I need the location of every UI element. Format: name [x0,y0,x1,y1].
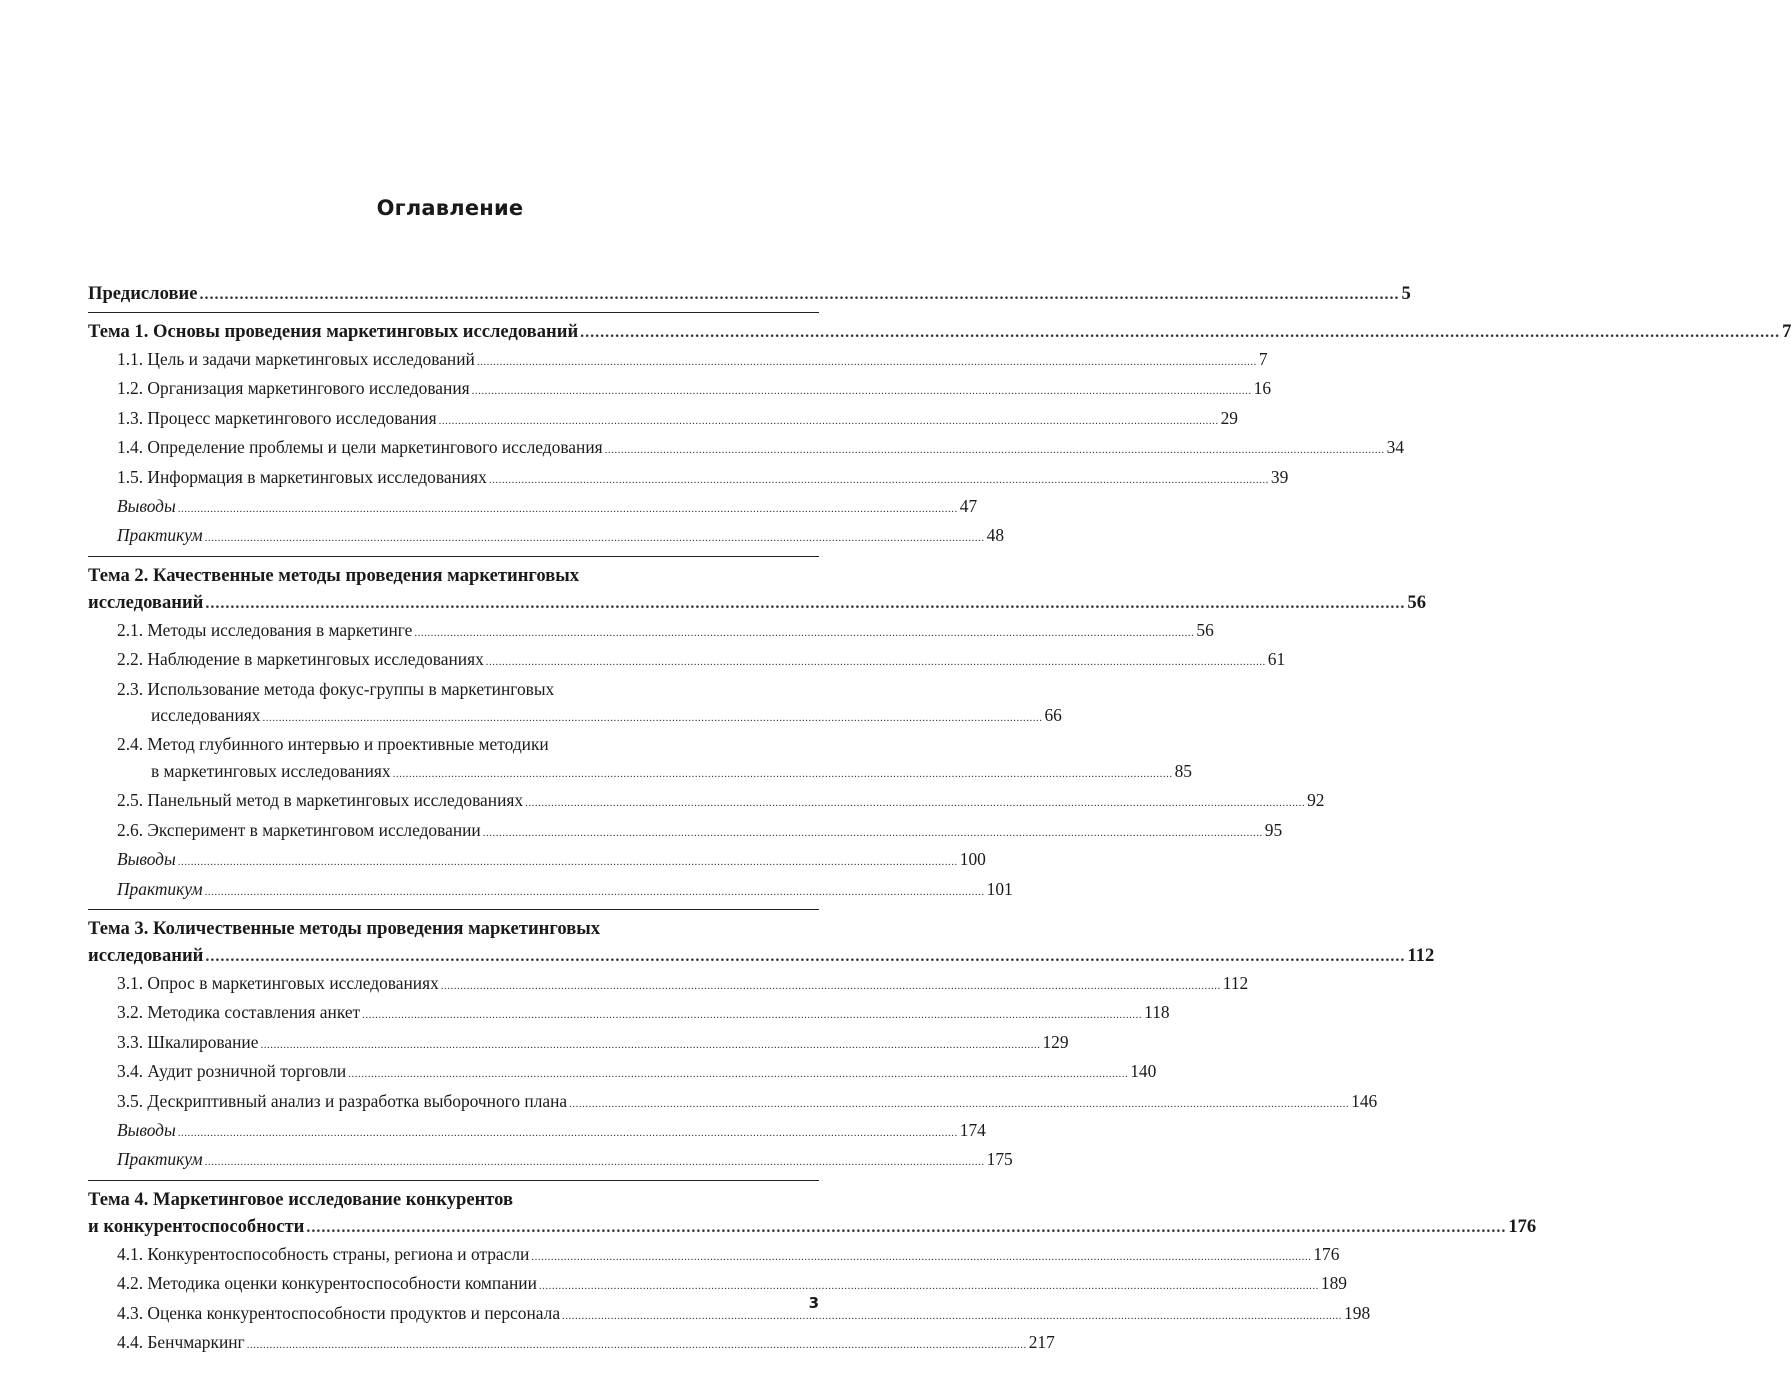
toc-section-topic-4 [88,1180,1537,1363]
toc-entry-page: 118 [1144,1002,1170,1023]
toc-entry-label: 2.2. Наблюдение в маркетинговых исследованиях [117,649,484,670]
toc-entry-line1[interactable]: 2.3. Использование метода фокус-группы в маркетинговых [117,678,555,699]
toc-entry[interactable] [88,434,1405,463]
leader-dots: ................................................................................................................................................................................................................................................ [604,444,1385,457]
toc-entry[interactable] [88,787,1325,816]
toc-entry-page: 129 [1042,1031,1069,1052]
toc-entry[interactable] [88,1029,1069,1058]
toc-entry-label: 4.3. Оценка конкурентоспособности продуктов и персонала [117,1302,561,1323]
toc-entry-page: 175 [986,1149,1013,1170]
leader-dots: ................................................................................................................................................................................................................................................ [262,712,1043,725]
toc-entry-label: 2.5. Панельный метод в маркетинговых исследованиях [117,790,524,811]
leader-dots: ................................................................................................................................................................................................................................................ [531,1250,1312,1263]
toc-entry-line1[interactable]: 2.4. Метод глубинного интервью и проективные методики [117,734,549,755]
toc-entry-page: 7 [1258,349,1268,369]
toc-entry-label-line2: в маркетинговых исследованиях [151,760,391,781]
toc-entry-workshop[interactable] [88,522,1005,551]
toc-entry-label: 4.2. Методика оценки конкурентоспособности компании [117,1273,537,1294]
toc-entry-page: 112 [1222,972,1249,993]
toc-entry-page: 56 [1196,619,1214,640]
leader-dots: ................................................................................................................................................................................................................................................ [562,1309,1343,1322]
table-of-contents [88,280,1791,1362]
leader-dots: ................................................................................................................................................................................................................................................ [440,979,1221,992]
leader-dots: ................................................................................................................................................................................................................................................ [414,626,1195,639]
leader-dots: ................................................................................................................................................................................................................................................ [260,1038,1041,1051]
toc-entry-page: 100 [959,849,986,870]
toc-entry-label: 3.3. Шкалирование [117,1031,259,1052]
toc-topic-title-line2: и конкурентоспособности [88,1215,305,1237]
toc-entry-label: Предисловие [88,283,198,304]
leader-dots: ................................................................................................................................................................................................................................................ [392,767,1173,780]
toc-entry-page: 217 [1028,1331,1055,1352]
toc-topic-page: 112 [1407,944,1435,966]
toc-entry-page: 85 [1174,760,1192,781]
toc-entry[interactable] [88,999,1170,1028]
toc-entry[interactable] [88,405,1238,434]
leader-dots: ................................................................................................................................................................................................................................................ [199,286,1400,303]
leader-dots: ................................................................................................................................................................................................................................................ [177,856,958,869]
toc-entry-label: 2.1. Методы исследования в маркетинге [117,619,413,640]
leader-dots: ................................................................................................................................................................................................................................................ [205,947,1406,965]
leader-dots: ................................................................................................................................................................................................................................................ [482,826,1263,839]
toc-topic-page: 176 [1508,1215,1537,1237]
toc-entry-label: 1.1. Цель и задачи маркетинговых исследований [117,349,475,369]
toc-entry-page: 174 [959,1119,986,1140]
toc-entry-page: 176 [1313,1243,1340,1264]
toc-entry[interactable] [88,1058,1157,1087]
page-number: 3 [808,1294,819,1312]
toc-entry-label: 4.1. Конкурентоспособность страны, региона и отрасли [117,1243,530,1264]
leader-dots: ................................................................................................................................................................................................................................................ [306,1218,1507,1236]
toc-entry-page: 5 [1401,283,1411,304]
toc-entry-page: 101 [986,878,1013,899]
toc-topic-heading[interactable] [88,318,1791,346]
leader-dots: ................................................................................................................................................................................................................................................ [538,1280,1319,1293]
toc-entry[interactable] [88,1270,1347,1299]
toc-entry-label: 1.4. Определение проблемы и цели маркетингового исследования [117,437,603,458]
toc-section-topic-1 [88,312,1791,556]
toc-entry-page: 16 [1253,378,1272,399]
toc-entry-label: Практикум [117,878,203,899]
toc-entry[interactable] [88,375,1272,404]
leader-dots: ................................................................................................................................................................................................................................................ [476,356,1257,368]
toc-entry-label: 3.4. Аудит розничной торговли [117,1061,347,1082]
toc-entry-page: 39 [1270,466,1289,487]
toc-entry-page: 66 [1044,705,1062,726]
leader-dots: ................................................................................................................................................................................................................................................ [205,594,1406,612]
toc-entry-page: 189 [1320,1273,1347,1294]
toc-entry[interactable] [88,617,1214,646]
toc-section-topic-3 [88,909,1435,1180]
toc-entry-preface[interactable] [88,280,1411,308]
toc-topic-heading[interactable] [88,1213,1537,1241]
toc-topic-heading[interactable] [88,589,1426,617]
leader-dots: ................................................................................................................................................................................................................................................ [580,324,1781,341]
toc-entry-workshop[interactable] [88,1146,1013,1175]
toc-entry-label: 3.2. Методика составления анкет [117,1002,361,1023]
toc-entry-label: 1.3. Процесс маркетингового исследования [117,407,437,428]
toc-entry-label: 3.1. Опрос в маркетинговых исследованиях [117,972,439,993]
toc-entry-page: 92 [1307,790,1325,811]
toc-entry[interactable] [88,758,1192,787]
toc-entry-label: 1.5. Информация в маркетинговых исследованиях [117,466,487,487]
toc-entry-label: 1.2. Организация маркетингового исследования [117,378,470,399]
leader-dots: ................................................................................................................................................................................................................................................ [525,797,1306,810]
toc-topic-title: Тема 1. Основы проведения маркетинговых исследований [88,321,579,342]
toc-entry-page: 29 [1220,407,1238,428]
toc-entry-label: 2.6. Эксперимент в маркетинговом исследовании [117,819,481,840]
toc-entry-conclusions[interactable] [88,846,986,875]
leader-dots: ................................................................................................................................................................................................................................................ [348,1068,1129,1081]
toc-entry[interactable] [88,817,1283,846]
toc-entry-page: 48 [986,525,1005,546]
toc-entry[interactable] [88,1300,1371,1329]
leader-dots: ................................................................................................................................................................................................................................................ [246,1338,1027,1351]
toc-entry-conclusions[interactable] [88,493,978,522]
toc-entry-label: Выводы [117,1119,176,1140]
toc-entry-conclusions[interactable] [88,1117,986,1146]
toc-section-preface [88,280,1411,312]
leader-dots: ................................................................................................................................................................................................................................................ [177,503,958,516]
toc-entry-page: 47 [959,496,978,517]
leader-dots: ................................................................................................................................................................................................................................................ [204,885,985,898]
toc-entry-label: 3.5. Дескриптивный анализ и разработка выборочного плана [117,1090,568,1111]
toc-entry-label: 4.4. Бенчмаркинг [117,1331,245,1352]
leader-dots: ................................................................................................................................................................................................................................................ [438,414,1219,427]
toc-topic-title-line2: исследований [88,944,204,966]
toc-entry[interactable] [88,1088,1378,1117]
toc-entry[interactable] [88,464,1289,493]
toc-entry-label: Выводы [117,849,176,870]
toc-entry-page: 146 [1351,1090,1378,1111]
toc-entry[interactable] [88,346,1268,375]
leader-dots: ................................................................................................................................................................................................................................................ [485,656,1266,669]
toc-entry-page: 198 [1344,1302,1371,1323]
toc-entry[interactable] [88,970,1249,999]
page-title: Оглавление [376,196,524,220]
toc-entry-page: 61 [1267,649,1286,670]
toc-topic-page: 7 [1782,321,1791,342]
toc-topic-title-line2: исследований [88,591,204,613]
leader-dots: ................................................................................................................................................................................................................................................ [362,1009,1143,1022]
toc-topic-heading[interactable] [88,942,1435,970]
toc-entry-workshop[interactable] [88,876,1013,905]
toc-entry-label: Выводы [117,496,176,517]
toc-entry-page: 140 [1130,1061,1157,1082]
toc-entry-label: Практикум [117,525,203,546]
toc-entry-page: 95 [1264,819,1283,840]
leader-dots: ................................................................................................................................................................................................................................................ [204,1156,985,1169]
toc-entry-label: Практикум [117,1149,203,1170]
toc-topic-title-line1[interactable]: Тема 4. Маркетинговое исследование конкурентов [88,1188,514,1210]
toc-topic-title-line1[interactable]: Тема 2. Качественные методы проведения маркетинговых [88,564,580,586]
leader-dots: ................................................................................................................................................................................................................................................ [471,385,1252,398]
toc-topic-title-line1[interactable]: Тема 3. Количественные методы проведения маркетинговых [88,917,601,939]
toc-entry[interactable] [88,646,1286,675]
toc-entry-label-line2: исследованиях [151,705,261,726]
toc-entry-page: 34 [1386,437,1405,458]
leader-dots: ................................................................................................................................................................................................................................................ [204,532,985,545]
leader-dots: ................................................................................................................................................................................................................................................ [177,1126,958,1139]
leader-dots: ................................................................................................................................................................................................................................................ [569,1097,1350,1110]
toc-entry[interactable] [88,1329,1055,1358]
toc-entry[interactable] [88,702,1062,731]
toc-topic-page: 56 [1407,591,1426,613]
toc-entry[interactable] [88,1241,1340,1270]
leader-dots: ................................................................................................................................................................................................................................................ [488,473,1269,486]
toc-section-topic-2 [88,556,1426,909]
